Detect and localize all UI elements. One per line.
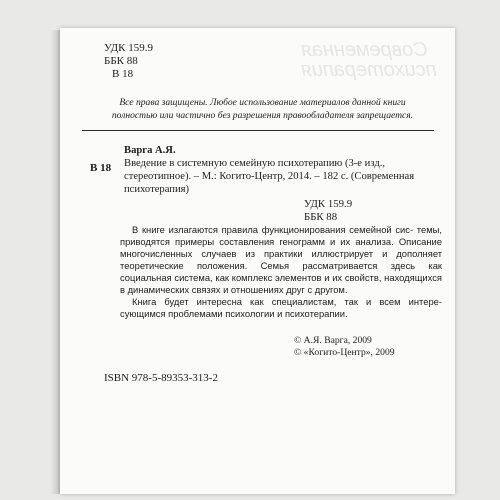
author-name: Варга А.Я. — [124, 145, 176, 156]
abstract-line: Описание многочисленных случаев из практики иллюстрирует — [120, 236, 442, 259]
abstract-line: и дополняет теоретические положения. Семья рассматривается — [120, 248, 443, 271]
book-page — [60, 28, 455, 494]
watermark-line-2: психотерапия — [301, 59, 437, 81]
author-mark: В 18 — [112, 68, 134, 80]
biblio-line-1: Введение в системную семейную психотерапию (3-е изд., — [124, 158, 386, 169]
copyright-author: © А.Я. Варга, 2009 — [294, 335, 372, 346]
isbn-number: ISBN 978-5-89353-313-2 — [104, 372, 218, 384]
abstract-paragraph-1 — [120, 224, 442, 296]
book-abstract — [120, 224, 442, 320]
divider-rule — [82, 130, 434, 131]
abstract-line: друг с другом. — [286, 284, 348, 295]
abstract-line: здесь как социальная система, как комплекс элементов и их — [120, 260, 443, 283]
abstract-line: Книга будет интересна как специалистам, так и всем интере- — [132, 296, 442, 307]
abstract-line: темы, приводятся примеры составления генограмм и их анализа. — [120, 224, 442, 247]
bbk-code-mid: ББК 88 — [304, 211, 338, 223]
udk-code: УДК 159.9 — [104, 42, 154, 54]
bibliographic-record — [124, 144, 434, 196]
rights-line-1: Все права защищены. Любое использование материалов данной книги — [119, 97, 406, 108]
rights-notice — [100, 97, 425, 122]
classification-block-mid — [304, 198, 352, 224]
classification-block-top — [104, 42, 153, 81]
watermark-line-1: Современная — [301, 39, 429, 61]
biblio-line-3: психотерапия) — [124, 184, 190, 195]
biblio-line-2: стереотипное). – М.: Когито-Центр, 2014. – 182 с. (Современная — [124, 171, 415, 182]
bleed-through-watermark — [301, 40, 437, 80]
udk-code-mid: УДК 159.9 — [304, 198, 353, 210]
abstract-line: сующимся проблемами психологии и психотерапии. — [120, 308, 348, 319]
copyright-publisher: © «Когито-Центр», 2009 — [294, 347, 395, 358]
copyright-block — [294, 335, 395, 359]
shelf-code: В 18 — [90, 162, 112, 174]
abstract-line: В книге излагаются правила функционирования семейной сис- — [132, 224, 414, 235]
abstract-paragraph-2 — [120, 296, 442, 320]
bbk-code: ББК 88 — [104, 55, 138, 67]
rights-line-2: полностью или частично без разрешения правообладателя запрещается. — [111, 109, 414, 121]
abstract-line: свойств, находящихся в динамических связях и отношениях — [120, 272, 442, 295]
